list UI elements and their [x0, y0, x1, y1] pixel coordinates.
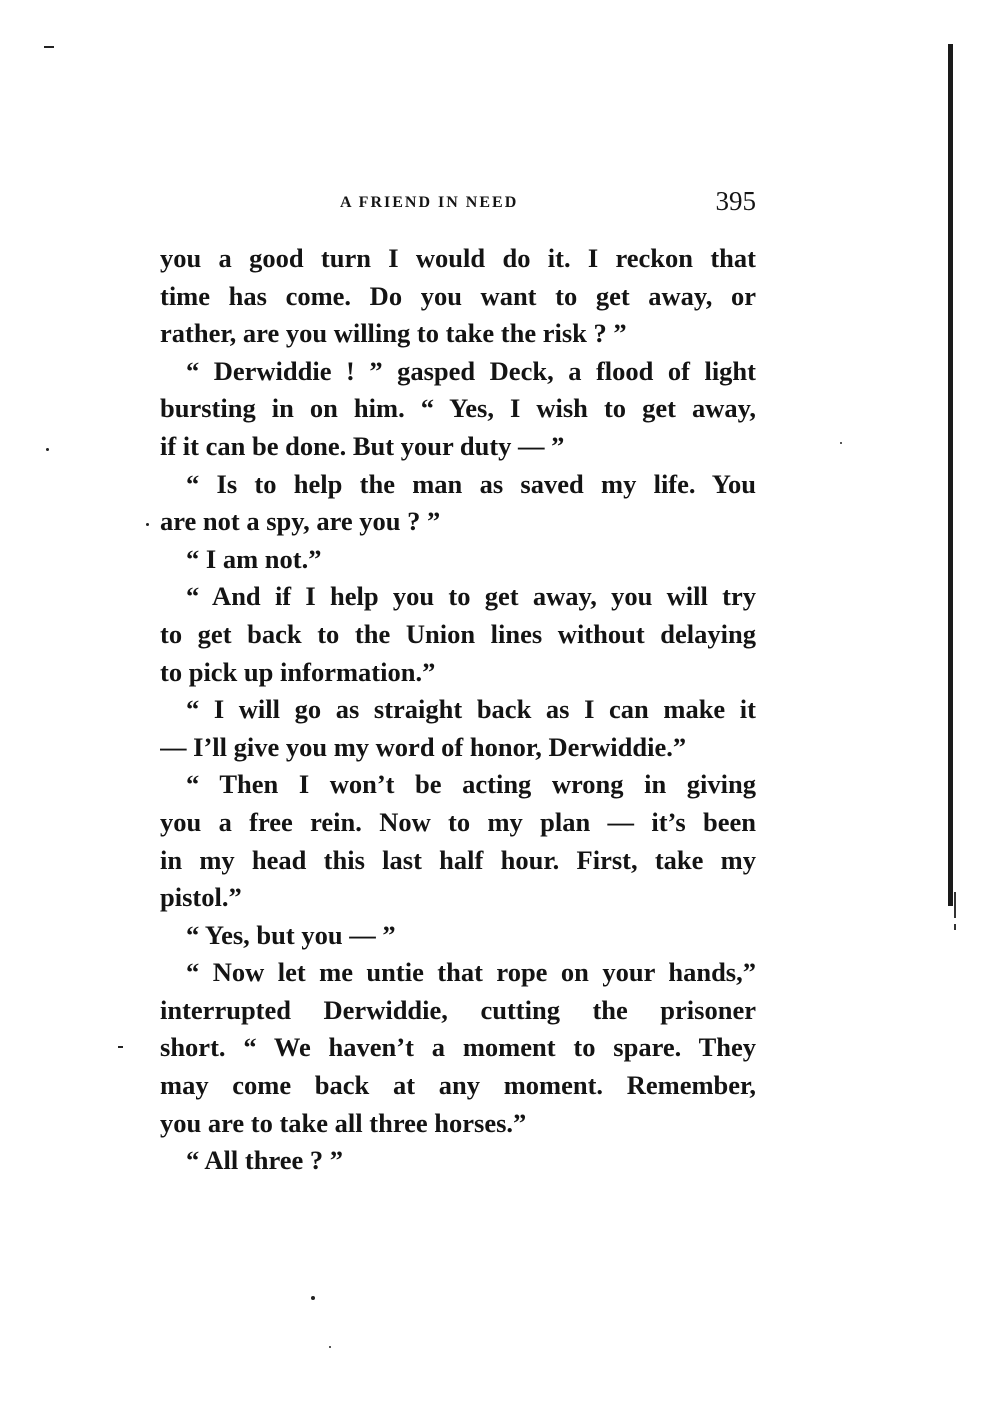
text-line: to pick up information.” — [160, 656, 436, 687]
scan-gutter-mark — [954, 924, 956, 930]
scan-gutter-edge — [948, 44, 953, 906]
scan-speck — [329, 1346, 331, 1348]
text-line: pistol.” — [160, 882, 242, 913]
scan-gutter-mark — [954, 892, 956, 918]
text-line: “ I am not.” — [186, 543, 322, 574]
running-title: A FRIEND IN NEED — [340, 194, 519, 211]
scan-speck — [146, 523, 149, 526]
scan-speck — [840, 442, 842, 444]
text-line: “ Is to help the man as saved my life. You — [186, 468, 756, 499]
text-line: you are to take all three horses.” — [160, 1107, 527, 1138]
text-line: rather, are you willing to take the risk ? ” — [160, 318, 627, 349]
body-text — [160, 240, 756, 1180]
scan-speck — [311, 1296, 315, 1300]
text-line: “ Now let me untie that rope on your hands,” — [186, 957, 756, 988]
text-line: — I’ll give you my word of honor, Derwiddie.” — [160, 731, 687, 762]
text-line: “ Yes, but you — ” — [186, 919, 396, 950]
text-line: bursting in on him. “ Yes, I wish to get away, — [160, 393, 756, 424]
text-line: in my head this last half hour. First, take my — [160, 844, 756, 875]
scan-speck — [118, 1046, 123, 1048]
text-line: may come back at any moment. Remember, — [160, 1070, 756, 1101]
text-line: to get back to the Union lines without delaying — [160, 618, 756, 649]
page-number: 395 — [715, 186, 756, 216]
text-line: “ Then I won’t be acting wrong in giving — [186, 769, 756, 800]
text-line: “ All three ? ” — [186, 1145, 344, 1176]
text-line: if it can be done. But your duty — ” — [160, 430, 565, 461]
scan-speck — [44, 46, 54, 48]
text-line: “ Derwiddie ! ” gasped Deck, a flood of light — [186, 355, 756, 386]
text-line: “ And if I help you to get away, you will try — [186, 581, 756, 612]
text-line: time has come. Do you want to get away, or — [160, 280, 756, 311]
scan-speck — [46, 448, 49, 451]
text-line: you a free rein. Now to my plan — it’s been — [160, 806, 756, 837]
text-line: short. “ We haven’t a moment to spare. They — [160, 1032, 756, 1063]
text-line: “ I will go as straight back as I can make it — [186, 694, 756, 725]
page-header — [160, 186, 758, 220]
text-line: interrupted Derwiddie, cutting the prisoner — [160, 994, 756, 1025]
text-line: are not a spy, are you ? ” — [160, 506, 441, 537]
text-line: you a good turn I would do it. I reckon that — [160, 243, 756, 273]
